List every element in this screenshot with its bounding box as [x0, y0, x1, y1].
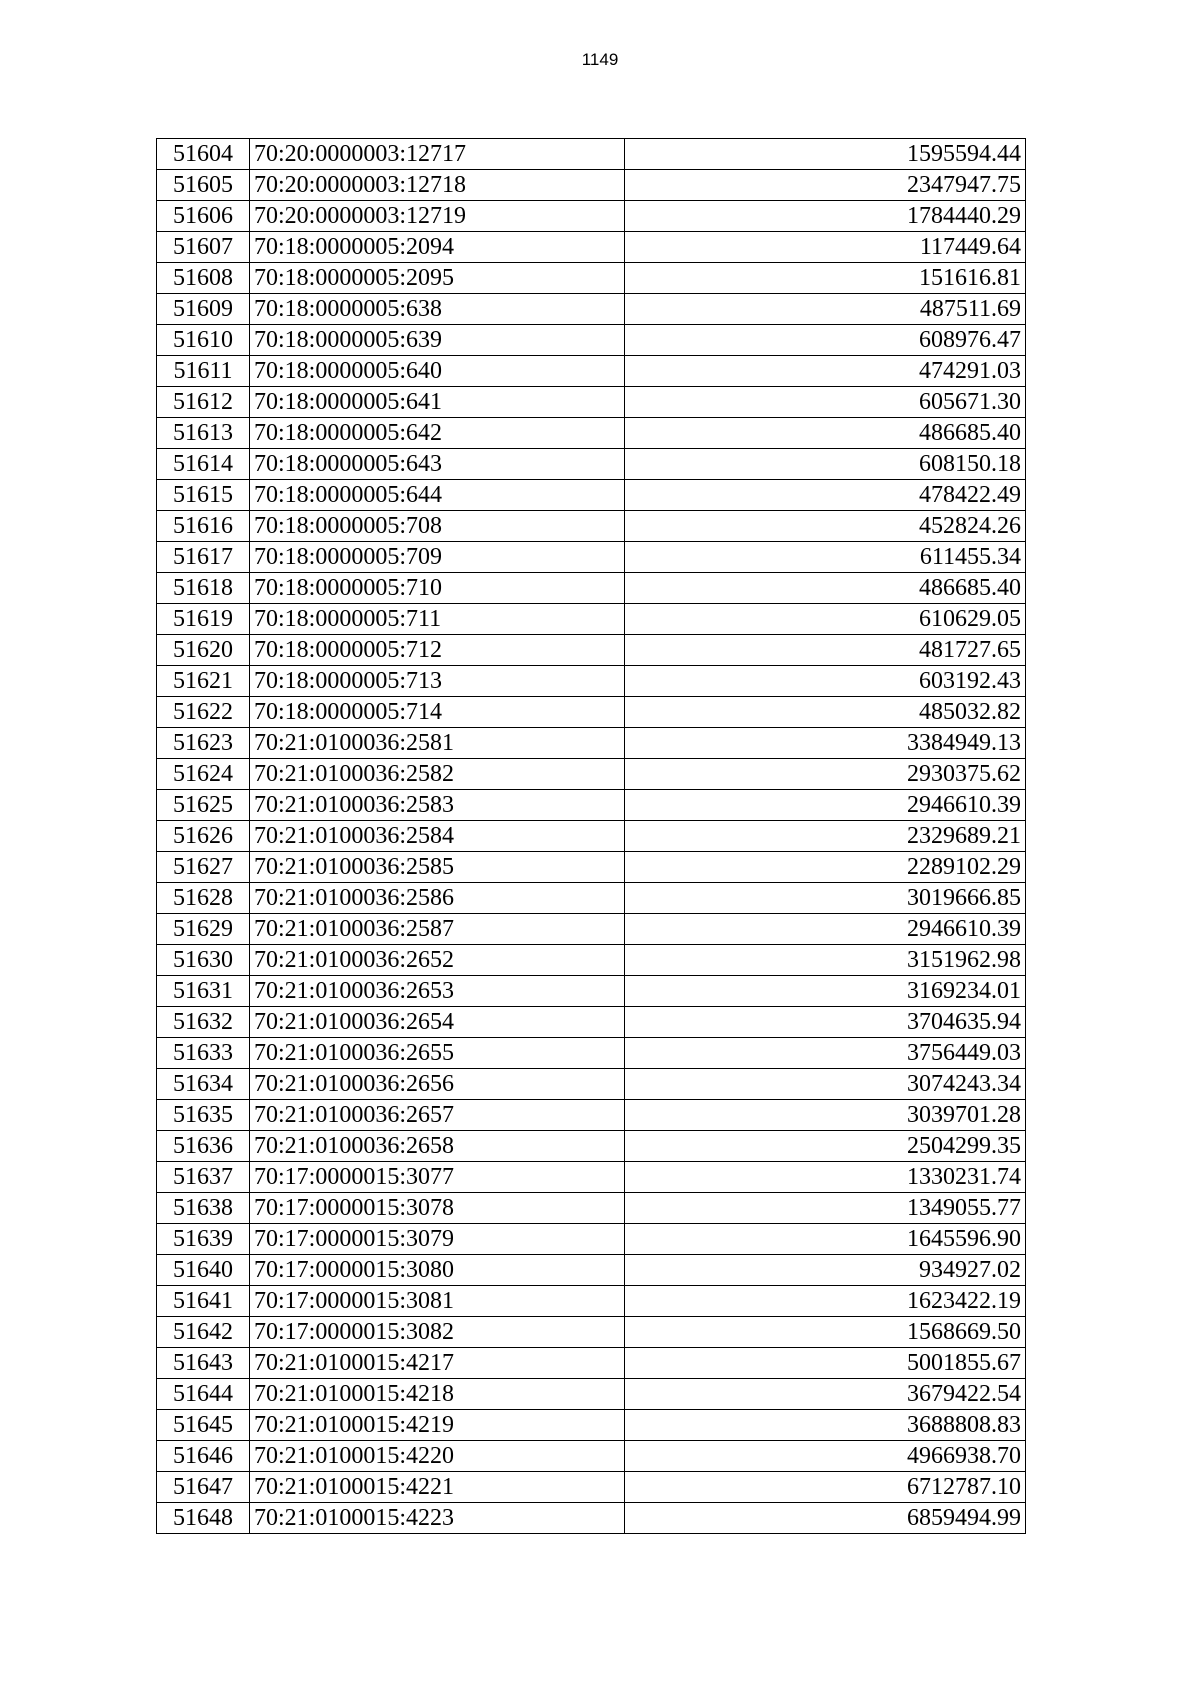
table-row [157, 883, 1026, 914]
cadastral-number-cell: 70:21:0100036:2653 [250, 976, 625, 1007]
table-row [157, 914, 1026, 945]
cadastral-number-cell: 70:21:0100036:2587 [250, 914, 625, 945]
table-row [157, 1348, 1026, 1379]
cadastral-number-cell: 70:18:0000005:713 [250, 666, 625, 697]
cadastral-number-cell: 70:21:0100036:2584 [250, 821, 625, 852]
table-row [157, 232, 1026, 263]
cadastral-number-cell: 70:18:0000005:709 [250, 542, 625, 573]
row-number-cell: 51607 [157, 232, 250, 263]
row-number-cell: 51626 [157, 821, 250, 852]
cadastral-number-cell: 70:21:0100036:2658 [250, 1131, 625, 1162]
row-number-cell: 51605 [157, 170, 250, 201]
row-number-cell: 51647 [157, 1472, 250, 1503]
row-number-cell: 51638 [157, 1193, 250, 1224]
cadastral-value-cell: 3151962.98 [625, 945, 1026, 976]
row-number-cell: 51643 [157, 1348, 250, 1379]
table-row [157, 945, 1026, 976]
cadastral-value-cell: 1330231.74 [625, 1162, 1026, 1193]
cadastral-number-cell: 70:18:0000005:643 [250, 449, 625, 480]
cadastral-number-cell: 70:18:0000005:640 [250, 356, 625, 387]
row-number-cell: 51608 [157, 263, 250, 294]
cadastral-number-cell: 70:18:0000005:639 [250, 325, 625, 356]
cadastral-number-cell: 70:18:0000005:2094 [250, 232, 625, 263]
cadastral-value-cell: 452824.26 [625, 511, 1026, 542]
cadastral-value-cell: 3756449.03 [625, 1038, 1026, 1069]
row-number-cell: 51610 [157, 325, 250, 356]
cadastral-value-cell: 2946610.39 [625, 790, 1026, 821]
row-number-cell: 51630 [157, 945, 250, 976]
table-row [157, 1007, 1026, 1038]
cadastral-number-cell: 70:18:0000005:714 [250, 697, 625, 728]
cadastral-value-cell: 3019666.85 [625, 883, 1026, 914]
cadastral-number-cell: 70:21:0100015:4218 [250, 1379, 625, 1410]
cadastral-number-cell: 70:21:0100036:2581 [250, 728, 625, 759]
row-number-cell: 51629 [157, 914, 250, 945]
cadastral-number-cell: 70:21:0100015:4220 [250, 1441, 625, 1472]
row-number-cell: 51624 [157, 759, 250, 790]
table-row [157, 418, 1026, 449]
table-row [157, 1503, 1026, 1534]
table-row [157, 1255, 1026, 1286]
row-number-cell: 51606 [157, 201, 250, 232]
cadastral-value-cell: 1595594.44 [625, 139, 1026, 170]
cadastral-value-cell: 117449.64 [625, 232, 1026, 263]
table-row [157, 1286, 1026, 1317]
cadastral-value-cell: 3688808.83 [625, 1410, 1026, 1441]
table-body [157, 139, 1026, 1534]
row-number-cell: 51642 [157, 1317, 250, 1348]
table-row [157, 480, 1026, 511]
table-row [157, 1100, 1026, 1131]
page-number: 1149 [581, 50, 619, 69]
row-number-cell: 51632 [157, 1007, 250, 1038]
table-row [157, 170, 1026, 201]
cadastral-number-cell: 70:18:0000005:708 [250, 511, 625, 542]
row-number-cell: 51615 [157, 480, 250, 511]
cadastral-number-cell: 70:18:0000005:641 [250, 387, 625, 418]
row-number-cell: 51622 [157, 697, 250, 728]
row-number-cell: 51621 [157, 666, 250, 697]
cadastral-number-cell: 70:21:0100036:2586 [250, 883, 625, 914]
table-row [157, 1379, 1026, 1410]
cadastral-value-cell: 3384949.13 [625, 728, 1026, 759]
table-row [157, 666, 1026, 697]
cadastral-number-cell: 70:21:0100036:2655 [250, 1038, 625, 1069]
cadastral-value-cell: 2347947.75 [625, 170, 1026, 201]
row-number-cell: 51644 [157, 1379, 250, 1410]
cadastral-value-cell: 2289102.29 [625, 852, 1026, 883]
cadastral-value-cell: 5001855.67 [625, 1348, 1026, 1379]
table-row [157, 449, 1026, 480]
row-number-cell: 51620 [157, 635, 250, 666]
cadastral-value-cell: 1645596.90 [625, 1224, 1026, 1255]
table-row [157, 1472, 1026, 1503]
table-row [157, 821, 1026, 852]
row-number-cell: 51633 [157, 1038, 250, 1069]
cadastral-number-cell: 70:18:0000005:710 [250, 573, 625, 604]
table-row [157, 728, 1026, 759]
cadastral-value-cell: 3039701.28 [625, 1100, 1026, 1131]
row-number-cell: 51639 [157, 1224, 250, 1255]
row-number-cell: 51625 [157, 790, 250, 821]
table-row [157, 790, 1026, 821]
cadastral-number-cell: 70:21:0100036:2654 [250, 1007, 625, 1038]
table-row [157, 325, 1026, 356]
cadastral-value-cell: 1349055.77 [625, 1193, 1026, 1224]
table-row [157, 542, 1026, 573]
row-number-cell: 51631 [157, 976, 250, 1007]
table-row [157, 511, 1026, 542]
cadastral-number-cell: 70:21:0100015:4217 [250, 1348, 625, 1379]
row-number-cell: 51648 [157, 1503, 250, 1534]
cadastral-number-cell: 70:17:0000015:3078 [250, 1193, 625, 1224]
cadastral-value-cell: 3704635.94 [625, 1007, 1026, 1038]
table-row [157, 1317, 1026, 1348]
row-number-cell: 51636 [157, 1131, 250, 1162]
cadastral-number-cell: 70:18:0000005:642 [250, 418, 625, 449]
cadastral-value-cell: 610629.05 [625, 604, 1026, 635]
table-row [157, 356, 1026, 387]
cadastral-value-cell: 151616.81 [625, 263, 1026, 294]
row-number-cell: 51609 [157, 294, 250, 325]
table-row [157, 1441, 1026, 1472]
cadastral-value-cell: 608150.18 [625, 449, 1026, 480]
cadastral-value-cell: 6859494.99 [625, 1503, 1026, 1534]
row-number-cell: 51627 [157, 852, 250, 883]
cadastral-number-cell: 70:17:0000015:3080 [250, 1255, 625, 1286]
cadastral-number-cell: 70:21:0100015:4221 [250, 1472, 625, 1503]
cadastral-value-cell: 486685.40 [625, 573, 1026, 604]
cadastral-number-cell: 70:17:0000015:3077 [250, 1162, 625, 1193]
row-number-cell: 51612 [157, 387, 250, 418]
cadastral-number-cell: 70:21:0100036:2583 [250, 790, 625, 821]
table-row [157, 1038, 1026, 1069]
cadastral-value-cell: 486685.40 [625, 418, 1026, 449]
cadastral-value-cell: 3074243.34 [625, 1069, 1026, 1100]
table-row [157, 263, 1026, 294]
row-number-cell: 51634 [157, 1069, 250, 1100]
cadastral-number-cell: 70:21:0100036:2656 [250, 1069, 625, 1100]
cadastral-number-cell: 70:21:0100015:4219 [250, 1410, 625, 1441]
table-row [157, 759, 1026, 790]
row-number-cell: 51637 [157, 1162, 250, 1193]
cadastral-value-cell: 1623422.19 [625, 1286, 1026, 1317]
table-row [157, 1162, 1026, 1193]
cadastral-number-cell: 70:18:0000005:638 [250, 294, 625, 325]
table-row [157, 852, 1026, 883]
cadastral-number-cell: 70:21:0100036:2652 [250, 945, 625, 976]
row-number-cell: 51618 [157, 573, 250, 604]
cadastral-value-cell: 2930375.62 [625, 759, 1026, 790]
table-row [157, 294, 1026, 325]
cadastral-value-cell: 6712787.10 [625, 1472, 1026, 1503]
cadastral-value-cell: 485032.82 [625, 697, 1026, 728]
cadastral-value-cell: 611455.34 [625, 542, 1026, 573]
table-row [157, 201, 1026, 232]
table-row [157, 573, 1026, 604]
cadastral-value-cell: 487511.69 [625, 294, 1026, 325]
cadastral-number-cell: 70:17:0000015:3079 [250, 1224, 625, 1255]
cadastral-value-cell: 1784440.29 [625, 201, 1026, 232]
cadastral-value-cell: 3679422.54 [625, 1379, 1026, 1410]
table-row [157, 635, 1026, 666]
cadastral-value-cell: 605671.30 [625, 387, 1026, 418]
cadastral-number-cell: 70:21:0100015:4223 [250, 1503, 625, 1534]
cadastral-value-cell: 474291.03 [625, 356, 1026, 387]
row-number-cell: 51611 [157, 356, 250, 387]
row-number-cell: 51619 [157, 604, 250, 635]
row-number-cell: 51613 [157, 418, 250, 449]
table-row [157, 1069, 1026, 1100]
row-number-cell: 51645 [157, 1410, 250, 1441]
cadastral-value-cell: 2504299.35 [625, 1131, 1026, 1162]
cadastral-value-table [156, 138, 1026, 1534]
cadastral-value-cell: 2329689.21 [625, 821, 1026, 852]
table-row [157, 1193, 1026, 1224]
row-number-cell: 51635 [157, 1100, 250, 1131]
cadastral-value-cell: 3169234.01 [625, 976, 1026, 1007]
table-row [157, 976, 1026, 1007]
cadastral-value-cell: 2946610.39 [625, 914, 1026, 945]
row-number-cell: 51640 [157, 1255, 250, 1286]
cadastral-value-cell: 1568669.50 [625, 1317, 1026, 1348]
table-row [157, 1224, 1026, 1255]
cadastral-number-cell: 70:17:0000015:3082 [250, 1317, 625, 1348]
table-row [157, 387, 1026, 418]
table-row [157, 1131, 1026, 1162]
row-number-cell: 51617 [157, 542, 250, 573]
row-number-cell: 51628 [157, 883, 250, 914]
table-row [157, 697, 1026, 728]
row-number-cell: 51614 [157, 449, 250, 480]
cadastral-value-cell: 4966938.70 [625, 1441, 1026, 1472]
cadastral-number-cell: 70:18:0000005:712 [250, 635, 625, 666]
cadastral-number-cell: 70:18:0000005:644 [250, 480, 625, 511]
table-row [157, 604, 1026, 635]
cadastral-number-cell: 70:20:0000003:12718 [250, 170, 625, 201]
cadastral-number-cell: 70:17:0000015:3081 [250, 1286, 625, 1317]
cadastral-number-cell: 70:18:0000005:2095 [250, 263, 625, 294]
cadastral-number-cell: 70:20:0000003:12717 [250, 139, 625, 170]
cadastral-number-cell: 70:21:0100036:2585 [250, 852, 625, 883]
cadastral-value-cell: 934927.02 [625, 1255, 1026, 1286]
cadastral-number-cell: 70:18:0000005:711 [250, 604, 625, 635]
cadastral-number-cell: 70:20:0000003:12719 [250, 201, 625, 232]
row-number-cell: 51623 [157, 728, 250, 759]
row-number-cell: 51604 [157, 139, 250, 170]
row-number-cell: 51616 [157, 511, 250, 542]
cadastral-value-cell: 608976.47 [625, 325, 1026, 356]
row-number-cell: 51641 [157, 1286, 250, 1317]
row-number-cell: 51646 [157, 1441, 250, 1472]
table-row [157, 139, 1026, 170]
cadastral-number-cell: 70:21:0100036:2582 [250, 759, 625, 790]
cadastral-number-cell: 70:21:0100036:2657 [250, 1100, 625, 1131]
cadastral-value-cell: 603192.43 [625, 666, 1026, 697]
cadastral-value-cell: 478422.49 [625, 480, 1026, 511]
table-row [157, 1410, 1026, 1441]
cadastral-value-cell: 481727.65 [625, 635, 1026, 666]
